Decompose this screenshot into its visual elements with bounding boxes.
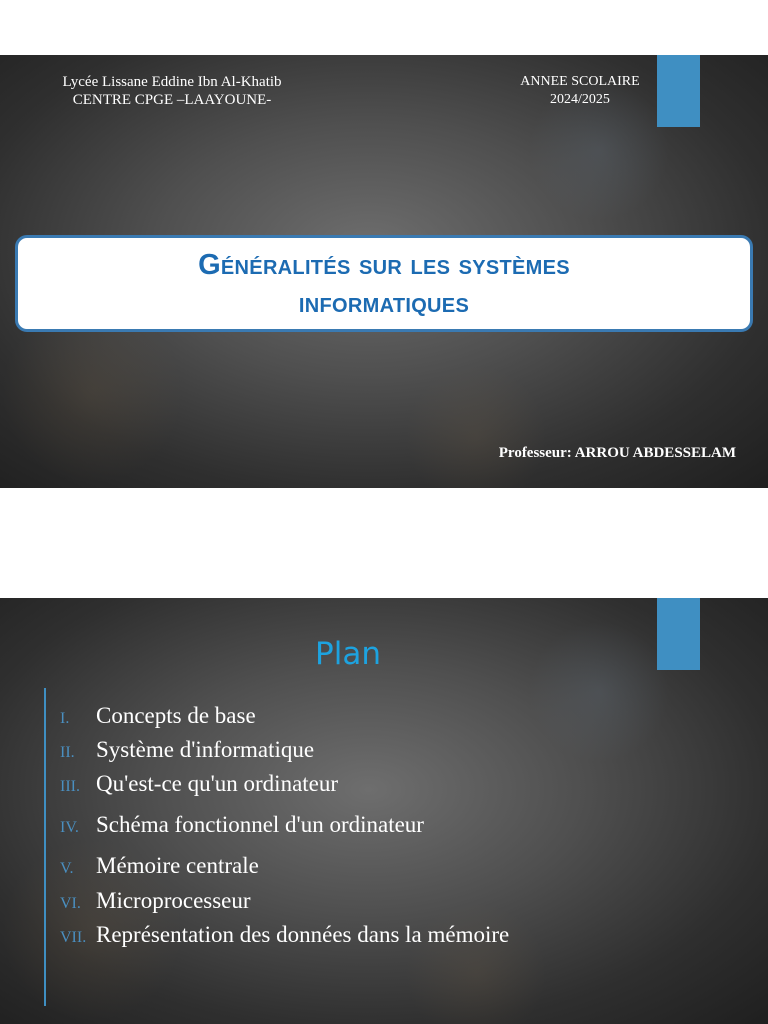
plan-item <box>60 852 259 880</box>
accent-bar <box>657 598 700 670</box>
plan-item <box>60 921 509 949</box>
plan-item-number: II. <box>60 744 75 761</box>
school-info <box>22 73 322 109</box>
year-label: ANNEE SCOLAIRE <box>520 74 640 89</box>
plan-item-label: Représentation des données dans la mémoire <box>96 922 510 947</box>
plan-item-number: VII. <box>60 929 87 946</box>
plan-item <box>60 811 424 839</box>
school-name: Lycée Lissane Eddine Ibn Al-Khatib <box>62 74 282 90</box>
plan-title: Plan <box>315 636 381 672</box>
plan-item <box>60 736 314 764</box>
course-title-line-1: Généralités sur les systèmes <box>198 248 570 281</box>
course-title <box>198 246 570 322</box>
plan-item-number: V. <box>60 860 74 877</box>
plan-divider <box>44 688 46 1006</box>
school-center: CENTRE CPGE –LAAYOUNE- <box>72 92 272 108</box>
plan-item-label: Microprocesseur <box>96 888 251 913</box>
plan-item <box>60 770 338 798</box>
plan-item-label: Mémoire centrale <box>96 853 259 878</box>
title-slide <box>0 55 768 488</box>
course-title-line-2: informatiques <box>298 286 470 319</box>
plan-item-label: Qu'est-ce qu'un ordinateur <box>96 771 339 796</box>
professor-name: Professeur: ARROU ABDESSELAM <box>498 445 736 461</box>
plan-item <box>60 702 256 730</box>
year-value: 2024/2025 <box>550 92 610 107</box>
title-box <box>15 235 753 332</box>
plan-slide <box>0 598 768 1024</box>
plan-item-label: Système d'informatique <box>96 737 315 762</box>
plan-item-label: Concepts de base <box>96 703 256 728</box>
plan-item-number: VI. <box>60 895 81 912</box>
plan-item-number: IV. <box>60 819 79 836</box>
plan-item <box>60 887 251 915</box>
school-year <box>495 73 665 109</box>
plan-item-label: Schéma fonctionnel d'un ordinateur <box>96 812 424 837</box>
plan-item-number: I. <box>60 710 70 727</box>
plan-item-number: III. <box>60 778 80 795</box>
